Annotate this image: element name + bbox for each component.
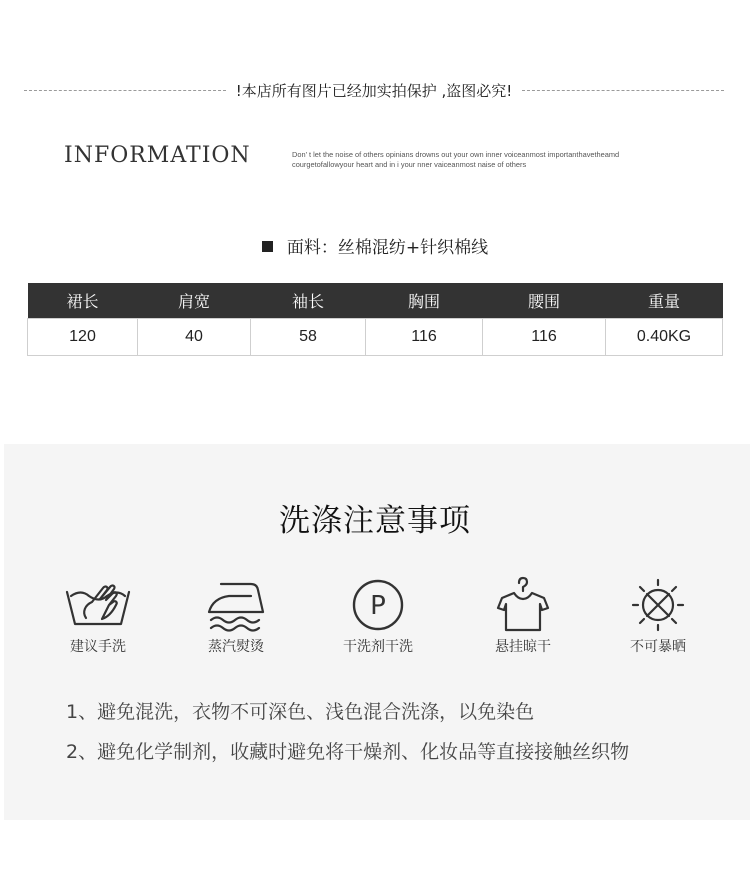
svg-text:P: P [370,591,386,621]
size-table-value-row [28,319,723,356]
value-shoulder-width: 40 [138,319,251,356]
fabric-line [0,233,750,258]
header-waist: 腰围 [483,283,606,319]
hang-dry-icon [490,576,556,632]
fabric-text: 面料：丝棉混纺+针织棉线 [286,238,489,258]
care-label-steam-iron: 蒸汽熨烫 [208,639,264,655]
care-label-dry-clean: 干洗剂干洗 [343,639,413,655]
square-bullet-icon [262,241,273,252]
information-subtitle-line-1: Don’ t let the noise of others opinians drowns out your own inner voiceanmost importanthavetheamd [292,150,620,159]
care-rule-2: 2、避免化学制剂，收藏时避免将干燥剂、化妆品等直接接触丝织物 [66,741,630,763]
header-bust: 胸围 [366,283,483,319]
copyright-notice-text: !本店所有图片已经加实拍保护 ,盗图必究! [235,82,513,100]
care-rule-1: 1、避免混洗，衣物不可深色、浅色混合洗涤，以免染色 [66,701,535,723]
header-skirt-length: 裙长 [28,283,138,319]
dashed-divider-right [522,90,724,91]
steam-iron-icon [203,576,269,632]
value-skirt-length: 120 [28,319,138,356]
information-subtitle [292,150,712,170]
care-title: 洗涤注意事项 [279,503,471,539]
copyright-notice [24,80,724,101]
header-sleeve-length: 袖长 [251,283,366,319]
care-label-no-sun: 不可暴晒 [630,639,686,655]
care-label-hand-wash: 建议手洗 [70,639,126,655]
size-table-header-row [28,283,723,319]
care-item-no-sun [598,576,718,656]
information-subtitle-line-2: courgetofallowyour heart and in i your nner vaiceanmost naise of others [292,160,527,169]
value-weight: 0.40KG [606,319,723,356]
size-table [27,283,723,356]
dry-clean-icon [345,576,411,632]
care-item-steam-iron [176,576,296,656]
no-sun-icon [625,576,691,632]
care-item-dry-clean [318,576,438,656]
care-item-hang-dry [463,576,583,656]
header-shoulder-width: 肩宽 [138,283,251,319]
information-title: INFORMATION [64,143,251,168]
dashed-divider-left [24,90,226,91]
care-label-hang-dry: 悬挂晾干 [495,639,551,655]
value-waist: 116 [483,319,606,356]
value-sleeve-length: 58 [251,319,366,356]
header-weight: 重量 [606,283,723,319]
care-item-hand-wash [38,576,158,656]
value-bust: 116 [366,319,483,356]
hand-wash-icon [65,576,131,632]
